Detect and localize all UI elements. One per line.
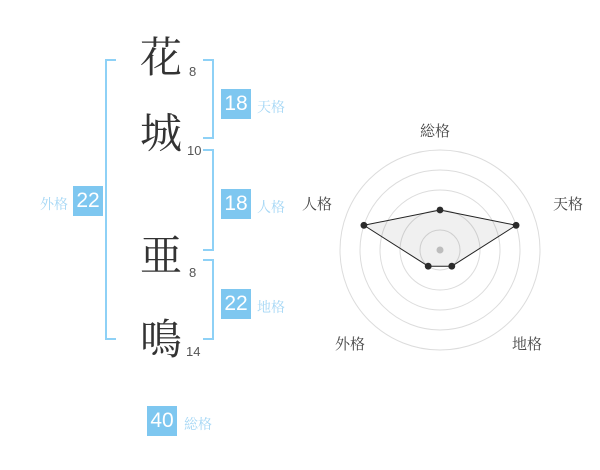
chikaku-bracket — [203, 259, 214, 340]
chikaku-value-badge: 22 — [221, 289, 251, 319]
radar-data-point — [425, 263, 432, 270]
radar-data-point — [361, 222, 368, 229]
radar-axis-label-chikaku: 地格 — [512, 336, 543, 353]
radar-axis-label-soukaku: 総格 — [419, 123, 451, 140]
name-char-4: 鳴 — [140, 316, 183, 363]
name-char-3: 亜 — [140, 232, 183, 279]
soukaku-value-badge: 40 — [147, 406, 177, 436]
tenkaku-label: 天格 — [257, 99, 285, 115]
jinkaku-label: 人格 — [257, 199, 285, 215]
name-char-1-strokes: 8 — [189, 64, 197, 79]
gaikaku-label: 外格 — [40, 196, 68, 212]
radar-data-point — [437, 207, 444, 214]
radar-data-point — [513, 222, 520, 229]
name-char-2: 城 — [140, 110, 183, 157]
chikaku-label: 地格 — [257, 299, 285, 315]
radar-axis-label-jinkaku: 人格 — [302, 196, 333, 213]
soukaku-label: 総格 — [184, 416, 212, 432]
jinkaku-bracket — [203, 149, 214, 251]
gaikaku-bracket — [105, 59, 116, 340]
radar-polygon — [364, 210, 516, 266]
radar-chart — [300, 100, 600, 380]
tenkaku-bracket — [203, 59, 214, 139]
radar-axis-label-tenkaku: 天格 — [553, 196, 584, 213]
name-char-3-strokes: 8 — [189, 265, 197, 280]
name-char-4-strokes: 14 — [186, 344, 201, 359]
tenkaku-value-badge: 18 — [221, 89, 251, 119]
jinkaku-value-badge: 18 — [221, 189, 251, 219]
radar-data-point — [448, 263, 455, 270]
gaikaku-value-badge: 22 — [73, 186, 103, 216]
name-char-1: 花 — [140, 34, 183, 81]
radar-series — [361, 207, 520, 270]
name-char-2-strokes: 10 — [187, 143, 202, 158]
radar-axis-label-gaikaku: 外格 — [335, 336, 366, 353]
